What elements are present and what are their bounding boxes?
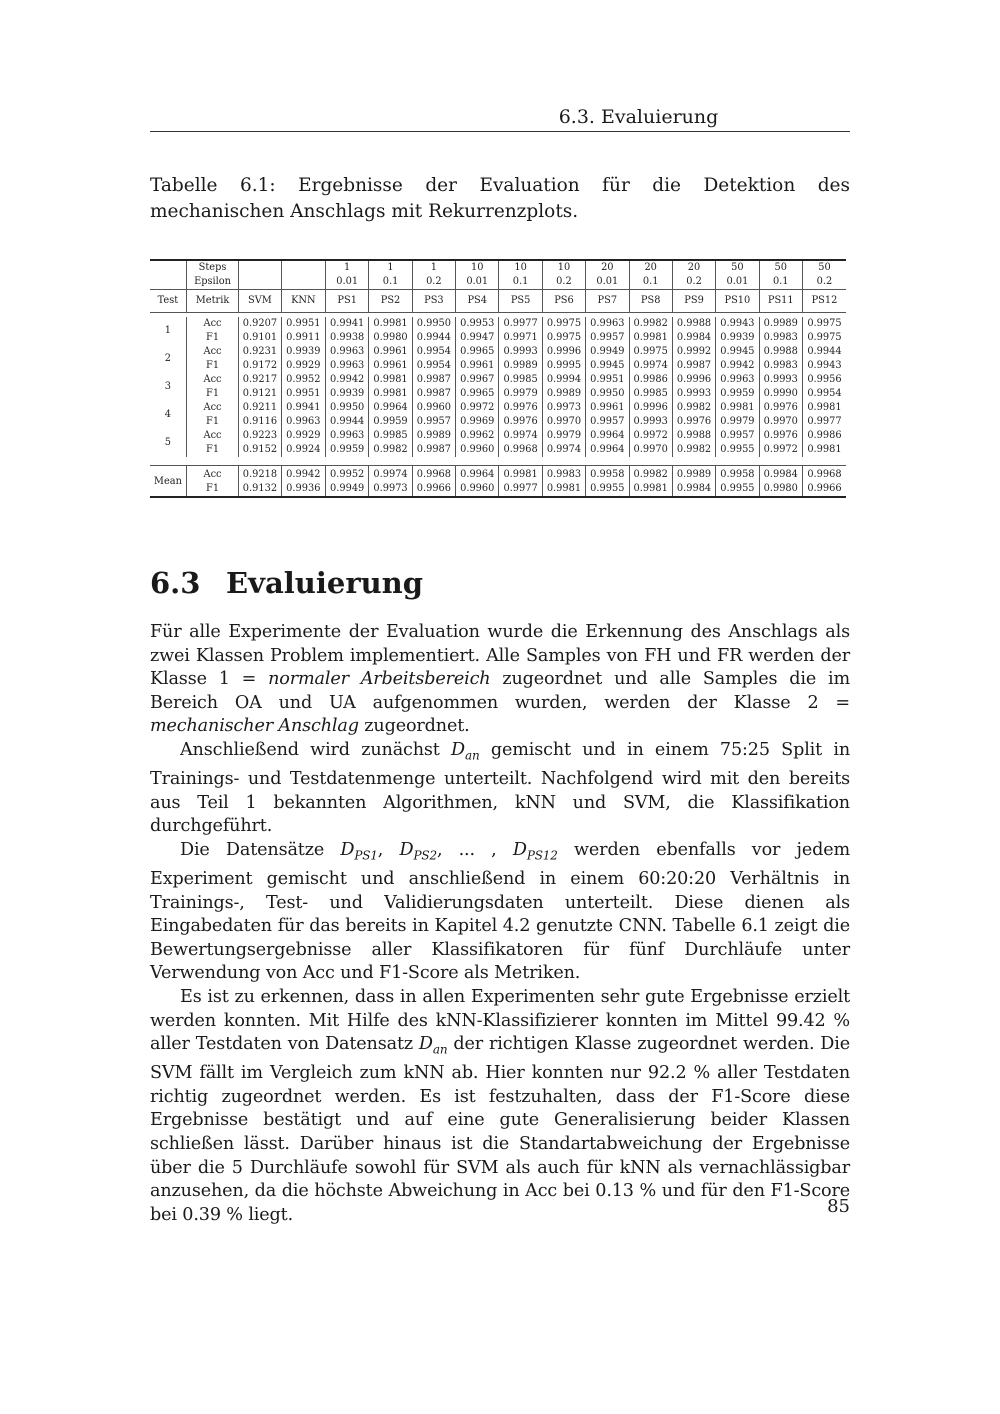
table-row	[150, 415, 846, 429]
spacer-cell	[186, 457, 238, 466]
value-cell: 0.9911	[281, 331, 325, 345]
value-cell: 0.9943	[802, 359, 846, 373]
spacer-cell	[499, 457, 542, 466]
value-cell: 0.9989	[672, 466, 715, 483]
value-cell: 0.9996	[629, 401, 672, 415]
column-header: PS5	[499, 290, 542, 313]
value-cell: 0.9957	[716, 429, 759, 443]
header-empty	[281, 275, 325, 290]
steps-label: Steps	[186, 261, 238, 275]
value-cell: 0.9982	[369, 443, 412, 457]
metric-label: F1	[186, 387, 238, 401]
test-label: 1	[164, 325, 172, 336]
steps-value: 10	[456, 261, 499, 275]
spacer-cell	[672, 457, 715, 466]
value-cell: 0.9983	[759, 359, 802, 373]
value-cell: 0.9981	[542, 482, 585, 496]
table-row	[150, 401, 846, 415]
value-cell: 0.9939	[325, 387, 368, 401]
value-cell: 0.9968	[499, 443, 542, 457]
value-cell: 0.9964	[456, 466, 499, 483]
value-cell: 0.9942	[716, 359, 759, 373]
value-cell: 0.9952	[325, 466, 368, 483]
column-header: Metrik	[186, 290, 238, 313]
epsilon-label: Epsilon	[186, 275, 238, 290]
value-cell: 0.9984	[759, 466, 802, 483]
value-cell: 0.9957	[586, 331, 629, 345]
math-d-an: $D_{an}$	[451, 739, 480, 763]
spacer-cell	[369, 457, 412, 466]
spacer-cell	[759, 457, 802, 466]
value-cell: 0.9941	[325, 317, 368, 331]
value-cell: 0.9975	[802, 331, 846, 345]
column-header: PS4	[456, 290, 499, 313]
value-cell: 0.9955	[586, 482, 629, 496]
value-cell: 0.9989	[412, 429, 455, 443]
value-cell: 0.9947	[456, 331, 499, 345]
column-header: PS7	[586, 290, 629, 313]
value-cell: 0.9924	[281, 443, 325, 457]
column-header: PS3	[412, 290, 455, 313]
value-cell: 0.9981	[802, 443, 846, 457]
value-cell: 0.9982	[629, 466, 672, 483]
value-cell: 0.9152	[239, 443, 281, 457]
value-cell: 0.9975	[542, 331, 585, 345]
results-table	[150, 259, 846, 498]
value-cell: 0.9954	[412, 359, 455, 373]
steps-value: 20	[586, 261, 629, 275]
test-label: 2	[164, 353, 172, 364]
value-cell: 0.9957	[412, 415, 455, 429]
value-cell: 0.9983	[759, 331, 802, 345]
table-row	[150, 443, 846, 457]
value-cell: 0.9944	[325, 415, 368, 429]
value-cell: 0.9993	[759, 373, 802, 387]
epsilon-value: 0.01	[325, 275, 368, 290]
value-cell: 0.9984	[672, 331, 715, 345]
value-cell: 0.9985	[499, 373, 542, 387]
value-cell: 0.9993	[499, 345, 542, 359]
metric-label: Acc	[186, 345, 238, 359]
steps-value: 1	[369, 261, 412, 275]
value-cell: 0.9959	[325, 443, 368, 457]
steps-value: 50	[759, 261, 802, 275]
column-header: PS10	[716, 290, 759, 313]
header-empty	[150, 261, 186, 275]
value-cell: 0.9945	[586, 359, 629, 373]
value-cell: 0.9132	[239, 482, 281, 496]
value-cell: 0.9218	[239, 466, 281, 483]
value-cell: 0.9950	[412, 317, 455, 331]
value-cell: 0.9965	[456, 387, 499, 401]
value-cell: 0.9223	[239, 429, 281, 443]
value-cell: 0.9951	[586, 373, 629, 387]
value-cell: 0.9982	[629, 317, 672, 331]
table-row	[150, 331, 846, 345]
header-empty	[239, 261, 281, 275]
value-cell: 0.9217	[239, 373, 281, 387]
value-cell: 0.9983	[542, 466, 585, 483]
value-cell: 0.9976	[759, 401, 802, 415]
table-row	[150, 345, 846, 359]
value-cell: 0.9968	[412, 466, 455, 483]
table-bottom-rule	[150, 496, 846, 498]
value-cell: 0.9987	[412, 387, 455, 401]
value-cell: 0.9972	[629, 429, 672, 443]
spacer-cell	[456, 457, 499, 466]
metric-label: Acc	[186, 401, 238, 415]
value-cell: 0.9975	[629, 345, 672, 359]
value-cell: 0.9968	[802, 466, 846, 483]
value-cell: 0.9982	[672, 443, 715, 457]
table-row	[150, 482, 846, 496]
steps-value: 50	[802, 261, 846, 275]
value-cell: 0.9967	[456, 373, 499, 387]
epsilon-value: 0.01	[716, 275, 759, 290]
value-cell: 0.9984	[672, 482, 715, 496]
header-empty	[239, 275, 281, 290]
value-cell: 0.9996	[672, 373, 715, 387]
value-cell: 0.9101	[239, 331, 281, 345]
math-d-ps1: $D_{PS1}$	[340, 839, 378, 863]
value-cell: 0.9987	[412, 373, 455, 387]
column-header: PS11	[759, 290, 802, 313]
value-cell: 0.9929	[281, 429, 325, 443]
value-cell: 0.9116	[239, 415, 281, 429]
table-row	[150, 387, 846, 401]
value-cell: 0.9975	[542, 317, 585, 331]
value-cell: 0.9986	[629, 373, 672, 387]
metric-label: Acc	[186, 466, 238, 483]
value-cell: 0.9207	[239, 317, 281, 331]
value-cell: 0.9981	[802, 401, 846, 415]
table-row	[150, 359, 846, 373]
value-cell: 0.9949	[325, 482, 368, 496]
epsilon-value: 0.01	[456, 275, 499, 290]
math-d-ps2: $D_{PS2}$	[399, 839, 437, 863]
steps-value: 1	[325, 261, 368, 275]
table-row	[150, 466, 846, 483]
math-d-an: $D_{an}$	[418, 1034, 448, 1057]
epsilon-value: 0.2	[672, 275, 715, 290]
value-cell: 0.9964	[586, 429, 629, 443]
value-cell: 0.9988	[672, 317, 715, 331]
value-cell: 0.9979	[542, 429, 585, 443]
value-cell: 0.9936	[281, 482, 325, 496]
value-cell: 0.9958	[586, 466, 629, 483]
column-header: PS9	[672, 290, 715, 313]
value-cell: 0.9172	[239, 359, 281, 373]
metric-label: F1	[186, 359, 238, 373]
test-label: 3	[164, 381, 172, 392]
spacer-cell	[586, 457, 629, 466]
value-cell: 0.9985	[629, 387, 672, 401]
section-heading	[150, 566, 423, 600]
column-header: Test	[150, 290, 186, 313]
header-rule	[150, 131, 850, 132]
value-cell: 0.9942	[325, 373, 368, 387]
value-cell: 0.9988	[759, 345, 802, 359]
value-cell: 0.9981	[369, 387, 412, 401]
value-cell: 0.9964	[369, 401, 412, 415]
test-label: 5	[164, 437, 172, 448]
value-cell: 0.9963	[325, 345, 368, 359]
column-header: PS8	[629, 290, 672, 313]
steps-value: 20	[629, 261, 672, 275]
value-cell: 0.9961	[369, 345, 412, 359]
value-cell: 0.9985	[369, 429, 412, 443]
spacer-cell	[412, 457, 455, 466]
value-cell: 0.9979	[716, 415, 759, 429]
paragraph-4: Es ist zu erkennen, dass in allen Experimenten sehr gute Ergebnisse erzielt werden konnten. Mit Hilfe des kNN-Klassifizierer konnten im Mittel 99.42 % aller Testdaten von Datensatz $D_{an}$ der richtigen Klasse zugeordnet werden. Die SVM fällt im Vergleich zum kNN ab. Hier konnten nur 92.2 % aller Testdaten richtig zugeordnet werden. Es ist festzuhalten, dass der F1-Score diese Ergebnisse bestätigt und auf eine gute Generalisierung beider Klassen schließen lässt. Darüber hinaus ist die Standartabweichung der Ergebnisse über die 5 Durchläufe sowohl für SVM als auch für kNN als vernachlässigbar anzusehen, da die höchste Abweichung in Acc bei 0.13 % und für den F1-Score bei 0.39 % liegt.	[150, 986, 851, 1225]
value-cell: 0.9938	[325, 331, 368, 345]
value-cell: 0.9939	[716, 331, 759, 345]
value-cell: 0.9958	[716, 466, 759, 483]
value-cell: 0.9960	[456, 482, 499, 496]
value-cell: 0.9973	[369, 482, 412, 496]
spacer-cell	[802, 457, 846, 466]
metric-label: F1	[186, 443, 238, 457]
value-cell: 0.9974	[499, 429, 542, 443]
column-header: PS6	[542, 290, 585, 313]
column-header: KNN	[281, 290, 325, 313]
value-cell: 0.9972	[759, 443, 802, 457]
value-cell: 0.9945	[716, 345, 759, 359]
value-cell: 0.9944	[802, 345, 846, 359]
value-cell: 0.9976	[759, 429, 802, 443]
value-cell: 0.9954	[802, 387, 846, 401]
value-cell: 0.9970	[759, 415, 802, 429]
section-title: Evaluierung	[226, 566, 424, 600]
epsilon-value: 0.1	[369, 275, 412, 290]
spacer-cell	[716, 457, 759, 466]
epsilon-value: 0.1	[629, 275, 672, 290]
value-cell: 0.9955	[716, 482, 759, 496]
paragraph-1: Für alle Experimente der Evaluation wurde die Erkennung des Anschlags als zwei Klassen Problem implementiert. Alle Samples von FH und FR werden der Klasse 1 = normaler Arbeitsbereich zugeordnet und alle Samples die im Bereich OA und UA aufgenommen wurden, werden der Klasse 2 = mechanischer Anschlag zugeordnet.	[150, 622, 850, 737]
value-cell: 0.9954	[412, 345, 455, 359]
value-cell: 0.9964	[586, 443, 629, 457]
value-cell: 0.9977	[499, 317, 542, 331]
spacer-cell	[281, 457, 325, 466]
value-cell: 0.9982	[672, 401, 715, 415]
table-row	[150, 317, 846, 331]
value-cell: 0.9974	[369, 466, 412, 483]
steps-value: 1	[412, 261, 455, 275]
value-cell: 0.9951	[281, 387, 325, 401]
metric-label: Acc	[186, 429, 238, 443]
value-cell: 0.9963	[281, 415, 325, 429]
value-cell: 0.9963	[325, 359, 368, 373]
epsilon-value: 0.01	[586, 275, 629, 290]
value-cell: 0.9995	[542, 359, 585, 373]
value-cell: 0.9942	[281, 466, 325, 483]
paragraph-2: Anschließend wird zunächst $D_{an}$ gemischt und in einem 75:25 Split in Trainings- und Testdatenmenge unterteilt. Nachfolgend wird mit den bereits aus Teil 1 bekannten Algorithmen, kNN und SVM, die Klassifikation durchgeführt.	[150, 739, 851, 837]
value-cell: 0.9981	[499, 466, 542, 483]
value-cell: 0.9974	[542, 443, 585, 457]
epsilon-value: 0.1	[499, 275, 542, 290]
value-cell: 0.9952	[281, 373, 325, 387]
value-cell: 0.9987	[672, 359, 715, 373]
value-cell: 0.9977	[802, 415, 846, 429]
header-empty	[281, 261, 325, 275]
value-cell: 0.9961	[586, 401, 629, 415]
steps-value: 50	[716, 261, 759, 275]
value-cell: 0.9990	[759, 387, 802, 401]
metric-label: Acc	[186, 317, 238, 331]
epsilon-value: 0.2	[802, 275, 846, 290]
value-cell: 0.9943	[716, 317, 759, 331]
metric-label: F1	[186, 415, 238, 429]
spacer-cell	[239, 457, 281, 466]
epsilon-value: 0.2	[412, 275, 455, 290]
column-header: PS2	[369, 290, 412, 313]
column-header: PS1	[325, 290, 368, 313]
column-header: PS12	[802, 290, 846, 313]
table-row	[150, 429, 846, 443]
value-cell: 0.9972	[456, 401, 499, 415]
spacer-cell	[542, 457, 585, 466]
value-cell: 0.9951	[281, 317, 325, 331]
value-cell: 0.9974	[629, 359, 672, 373]
test-label: 4	[164, 409, 172, 420]
value-cell: 0.9955	[716, 443, 759, 457]
value-cell: 0.9992	[672, 345, 715, 359]
steps-value: 10	[542, 261, 585, 275]
body-text	[150, 621, 850, 1227]
value-cell: 0.9959	[369, 415, 412, 429]
value-cell: 0.9963	[586, 317, 629, 331]
value-cell: 0.9970	[629, 443, 672, 457]
value-cell: 0.9211	[239, 401, 281, 415]
value-cell: 0.9963	[716, 373, 759, 387]
value-cell: 0.9941	[281, 401, 325, 415]
table-caption: Tabelle 6.1: Ergebnisse der Evaluation für die Detektion des mechanischen Anschlags mit Rekurrenzplots.	[150, 175, 850, 222]
value-cell: 0.9960	[456, 443, 499, 457]
value-cell: 0.9965	[456, 345, 499, 359]
value-cell: 0.9981	[629, 331, 672, 345]
spacer-cell	[629, 457, 672, 466]
value-cell: 0.9994	[542, 373, 585, 387]
value-cell: 0.9971	[499, 331, 542, 345]
value-cell: 0.9987	[412, 443, 455, 457]
spacer-cell	[150, 457, 186, 466]
value-cell: 0.9950	[325, 401, 368, 415]
value-cell: 0.9960	[412, 401, 455, 415]
epsilon-value: 0.2	[542, 275, 585, 290]
value-cell: 0.9979	[499, 387, 542, 401]
epsilon-value: 0.1	[759, 275, 802, 290]
metric-label: F1	[186, 331, 238, 345]
value-cell: 0.9981	[369, 317, 412, 331]
value-cell: 0.9976	[672, 415, 715, 429]
value-cell: 0.9973	[542, 401, 585, 415]
value-cell: 0.9929	[281, 359, 325, 373]
value-cell: 0.9989	[499, 359, 542, 373]
value-cell: 0.9970	[542, 415, 585, 429]
value-cell: 0.9961	[369, 359, 412, 373]
value-cell: 0.9944	[412, 331, 455, 345]
metric-label: F1	[186, 482, 238, 496]
steps-value: 20	[672, 261, 715, 275]
value-cell: 0.9961	[456, 359, 499, 373]
value-cell: 0.9993	[629, 415, 672, 429]
column-header: SVM	[239, 290, 281, 313]
value-cell: 0.9989	[759, 317, 802, 331]
page-number: 85	[827, 1196, 850, 1217]
value-cell: 0.9953	[456, 317, 499, 331]
value-cell: 0.9957	[586, 415, 629, 429]
value-cell: 0.9950	[586, 387, 629, 401]
value-cell: 0.9956	[802, 373, 846, 387]
value-cell: 0.9980	[759, 482, 802, 496]
value-cell: 0.9963	[325, 429, 368, 443]
spacer-cell	[325, 457, 368, 466]
value-cell: 0.9959	[716, 387, 759, 401]
math-d-ps12: $D_{PS12}$	[512, 839, 558, 863]
paragraph-3: Die Datensätze $D_{PS1}$, $D_{PS2}$, ... , $D_{PS12}$ werden ebenfalls vor jedem Experiment gemischt und anschließend in einem 60:20:20 Verhältnis in Trainings-, Test- und Validierungsdaten unterteilt. Diese dienen als Eingabedaten für das bereits in Kapitel 4.2 genutzte CNN. Tabelle 6.1 zeigt die Bewertungsergebnisse aller Klassifikatoren für fünf Durchläufe unter Verwendung von Acc und F1-Score als Metriken.	[150, 839, 851, 984]
value-cell: 0.9977	[499, 482, 542, 496]
value-cell: 0.9976	[499, 415, 542, 429]
value-cell: 0.9988	[672, 429, 715, 443]
value-cell: 0.9949	[586, 345, 629, 359]
value-cell: 0.9981	[369, 373, 412, 387]
value-cell: 0.9996	[542, 345, 585, 359]
value-cell: 0.9966	[802, 482, 846, 496]
value-cell: 0.9231	[239, 345, 281, 359]
value-cell: 0.9989	[542, 387, 585, 401]
table-row	[150, 373, 846, 387]
value-cell: 0.9981	[629, 482, 672, 496]
header-empty	[150, 275, 186, 290]
metric-label: Acc	[186, 373, 238, 387]
running-head: 6.3. Evaluierung	[558, 106, 719, 128]
value-cell: 0.9975	[802, 317, 846, 331]
value-cell: 0.9966	[412, 482, 455, 496]
value-cell: 0.9993	[672, 387, 715, 401]
value-cell: 0.9981	[716, 401, 759, 415]
steps-value: 10	[499, 261, 542, 275]
value-cell: 0.9121	[239, 387, 281, 401]
value-cell: 0.9939	[281, 345, 325, 359]
value-cell: 0.9962	[456, 429, 499, 443]
section-number: 6.3	[150, 566, 201, 600]
value-cell: 0.9986	[802, 429, 846, 443]
value-cell: 0.9969	[456, 415, 499, 429]
value-cell: 0.9980	[369, 331, 412, 345]
test-label: Mean	[153, 476, 182, 487]
value-cell: 0.9976	[499, 401, 542, 415]
